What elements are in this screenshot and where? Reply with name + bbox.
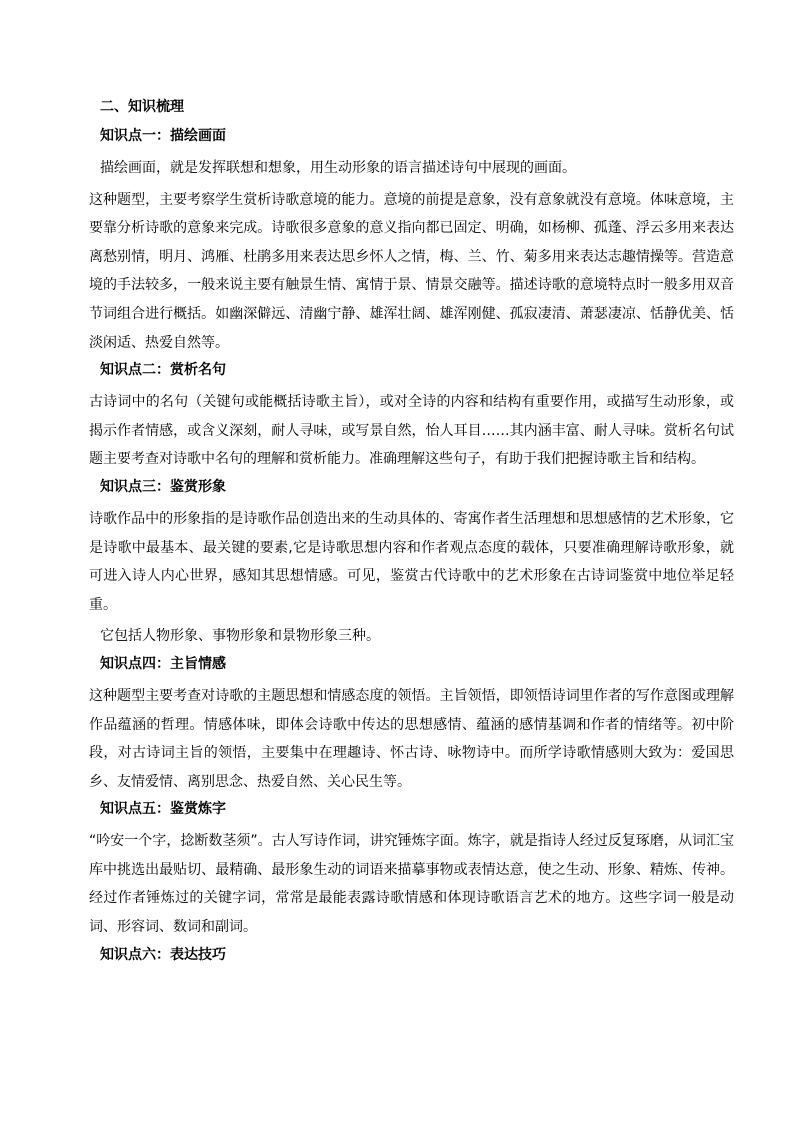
kp4-heading: 知识点四：主旨情感 (100, 655, 226, 672)
kp4-paragraph-1: 这种题型主要考查对诗歌的主题思想和情感态度的领悟。主旨领悟，即领悟诗词里作者的写作意图或理解作品蕴涵的哲理。情感体味，即体会诗歌中传达的思想感情、蕴涵的感情基调和作者的情绪等。初中阶段，对古诗词主旨的领悟，主要集中在理趣诗、怀古诗、咏物诗中。而所学诗歌情感则大致为：爱国思乡、友情爱情、离别思念、热爱自然、关心民生等。 (89, 687, 734, 790)
kp1-paragraph-1: 描绘画面，就是发挥联想和想象，用生动形象的语言描述诗句中展现的画面。 (100, 160, 576, 176)
kp3-heading: 知识点三：鉴赏形象 (100, 478, 226, 495)
kp6-heading: 知识点六：表达技巧 (100, 946, 226, 963)
kp5-heading: 知识点五：鉴赏炼字 (100, 801, 226, 818)
kp3-paragraph-1: 诗歌作品中的形象指的是诗歌作品创造出来的生动具体的、寄寓作者生活理想和思想感情的艺术形象，它是诗歌中最基本、最关键的要素,它是诗歌思想内容和作者观点态度的载体，只要准确理解诗歌形象，就可进入诗人内心世界，感知其思想情感。可见，鉴赏古代诗歌中的艺术形象在古诗词鉴赏中地位举足轻重。 (89, 510, 734, 613)
kp5-paragraph-1: “吟安一个字，捻断数茎须”。古人写诗作词，讲究锤炼字面。炼字，就是指诗人经过反复琢磨，从词汇宝库中挑选出最贴切、最精确、最形象生动的词语来描摹事物或表情达意，使之生动、形象、精炼、传神。经过作者锤炼过的关键字词，常常是最能表露诗歌情感和体现诗歌语言艺术的地方。这些字词一般是动词、形容词、数词和副词。 (89, 833, 734, 936)
kp2-heading: 知识点二：赏析名句 (100, 362, 226, 379)
kp1-paragraph-2: 这种题型，主要考察学生赏析诗歌意境的能力。意境的前提是意象，没有意象就没有意境。体味意境，主要靠分析诗歌的意象来完成。诗歌很多意象的意义指向都已固定、明确，如杨柳、孤蓬、浮云多用来表达离愁别情，明月、鸿雁、杜鹃多用来表达思乡怀人之情，梅、兰、竹、菊多用来表达志趣情操等。营造意境的手法较多，一般来说主要有触景生情、寓情于景、情景交融等。描述诗歌的意境特点时一般多用双音节词组合进行概括。如幽深僻远、清幽宁静、雄浑壮阔、雄浑刚健、孤寂凄清、萧瑟凄凉、恬静优美、恬淡闲适、热爱自然等。 (89, 191, 734, 351)
section-title: 二、知识梳理 (100, 99, 184, 115)
kp2-paragraph-1: 古诗词中的名句（关键句或能概括诗歌主旨），或对全诗的内容和结构有重要作用，或描写生动形象，或揭示作者情感，或含义深刻，耐人寻味，或写景自然，怡人耳目……其内涵丰富、耐人寻味。赏析名句试题主要考查对诗歌中名句的理解和赏析能力。准确理解这些句子，有助于我们把握诗歌主旨和结构。 (89, 394, 734, 468)
kp3-paragraph-2: 它包括人物形象、事物形象和景物形象三种。 (100, 628, 380, 645)
kp1-heading: 知识点一：描绘画面 (100, 128, 226, 144)
